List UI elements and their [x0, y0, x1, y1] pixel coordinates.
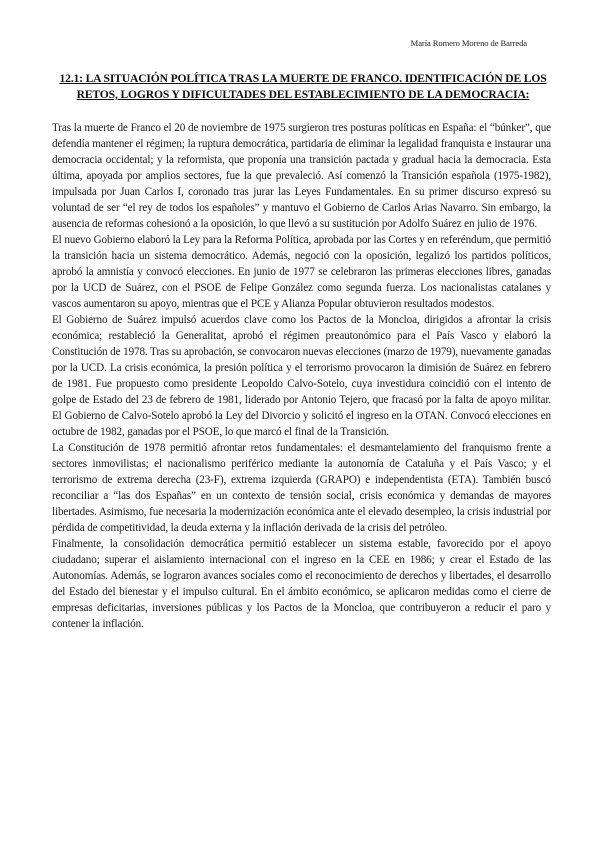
paragraph-constitution-challenges: La Constitución de 1978 permitió afrontar retos fundamentales: el desmantelamiento del franquismo frente a sectores inmovilistas; el nacionalismo periférico mediante la autonomía de Cataluña y el País Vasco; y el terrorismo de extrema derecha (23-F), extrema izquierda (GRAPO) e independentista (ETA). También buscó reconciliar a “las dos Españas” en un contexto de tensión social, crisis económica y demandas de mayores libertades. Asimismo, fue necesaria la modernización económica ante el elevado desempleo, la crisis industrial por pérdida de competitividad, la deuda externa y la inflación derivada de la crisis del petróleo.: [52, 442, 551, 534]
author-header: María Romero Moreno de Barreda: [410, 38, 527, 48]
paragraph-suarez-government: El Gobierno de Suárez impulsó acuerdos clave como los Pactos de la Moncloa, dirigidos a afrontar la crisis económica; restableció la Generalitat, aprobó el régimen preautonómico para el País Vasco y elaboró la Constitución de 1978. Tras su aprobación, se convocaron nuevas elecciones (marzo de 1979), nuevamente ganadas por la UCD. La crisis económica, la presión política y el terrorismo provocaron la dimisión de Suárez en febrero de 1981. Fue propuesto como presidente Leopoldo Calvo-Sotelo, cuya investidura coincidió con el intento de golpe de Estado del 23 de febrero de 1981, liderado por Antonio Tejero, que fracasó por la falta de apoyo militar. El Gobierno de Calvo-Sotelo aprobó la Ley del Divorcio y solicitó el ingreso en la OTAN. Convocó elecciones en octubre de 1982, ganadas por el PSOE, lo que marcó el final de la Transición.: [52, 314, 551, 438]
document-title: 12.1: LA SITUACIÓN POLÍTICA TRAS LA MUERTE DE FRANCO. IDENTIFICACIÓN DE LOS RETOS, LOGROS Y DIFICULTADES DEL ESTABLECIMIENTO DE LA DEMOCRACIA:: [59, 72, 547, 101]
paragraph-political-reform: El nuevo Gobierno elaboró la Ley para la Reforma Política, aprobada por las Cortes y en referéndum, que permitió la transición hacia un sistema democrático. Además, negoció con la oposición, legalizó los partidos políticos, aprobó la amnistía y convocó elecciones. En junio de 1977 se celebraron las primeras elecciones libres, ganadas por la UCD de Suárez, con el PSOE de Felipe González como segunda fuerza. Los nacionalistas catalanes y vascos aumentaron su apoyo, mientras que el PCE y Alianza Popular obtuvieron resultados modestos.: [52, 234, 551, 310]
paragraph-intro-transition: Tras la muerte de Franco el 20 de noviembre de 1975 surgieron tres posturas políticas en España: el “búnker”, que defendía mantener el régimen; la ruptura democrática, partidaria de eliminar la legalidad franquista e instaurar una democracia occidental; y la reformista, que proponía una transición pactada y gradual hacia la democracia. Esta última, apoyada por amplios sectores, fue la que prevaleció. Así comenzó la Transición española (1975-1982), impulsada por Juan Carlos I, coronado tras jurar las Leyes Fundamentales. En su primer discurso expresó su voluntad de ser “el rey de todos los españoles” y mantuvo el Gobierno de Carlos Arias Navarro. Sin embargo, la ausencia de reformas cohesionó a la oposición, lo que llevó a su sustitución por Adolfo Suárez en julio de 1976.: [52, 122, 551, 230]
document-body: [52, 120, 551, 632]
paragraph-democratic-consolidation: Finalmente, la consolidación democrática permitió establecer un sistema estable, favorecido por el apoyo ciudadano; superar el aislamiento internacional con el ingreso en la CEE en 1986; y crear el Estado de las Autonomías. Además, se lograron avances sociales como el reconocimiento de derechos y libertades, el desarrollo del Estado del bienestar y el impulso cultural. En el ámbito económico, se aplicaron medidas como el cierre de empresas deficitarias, inversiones públicas y los Pactos de la Moncloa, que contribuyeron a reducir el paro y contener la inflación.: [52, 538, 551, 630]
